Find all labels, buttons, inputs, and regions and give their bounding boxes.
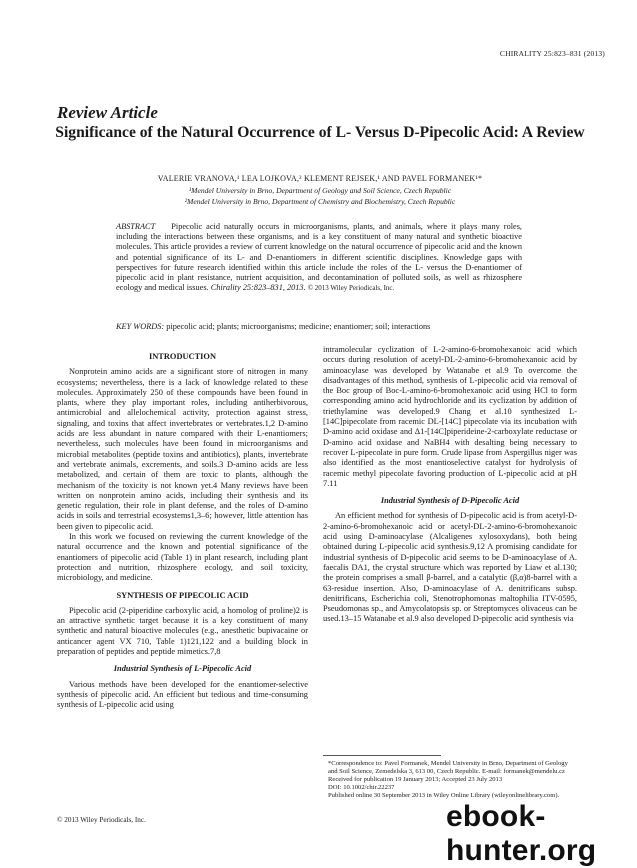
watermark-text: ebook-hunter.org: [446, 800, 597, 867]
left-column: [57, 345, 308, 711]
subsection-heading-d-pipecolic: Industrial Synthesis of D-Pipecolic Acid: [380, 496, 520, 506]
abstract: [116, 222, 522, 293]
authors: VALERIE VRANOVA,¹ LEA LOJKOVA,² KLEMENT REJSEK,¹ AND PAVEL FORMANEK¹*: [157, 174, 483, 183]
article-type: Review Article: [57, 103, 158, 122]
keywords-label: KEY WORDS:: [116, 322, 165, 331]
paragraph: An efficient method for synthesis of D-pipecolic acid is from acetyl-D-2-amino-6-bromohexanoic acid or acetyl-DL-2-amino-6-bromohexanoic acid using D-aminoacylase (Alcaligenes xylosoxydans), both being obtained during L-pipecolic acid synthesis.9,12 A promising candidate for industrial synthesis of D-pipecolic acid seems to be D-aminoacylase of A. faecalis DA1, the crystal structure which was reported by Liaw et al.130; the protein comprises a small β-barrel, and a catalytic (β,α)8-barrel with a 63-residue insertion. Also, D-aminoacylase of A. denitrificans subsp. denitrificans, Escherichia coli, Stenotrophomonas maltophilia ITV-0595, Pseudomonas sp., and Amycolatopsis sp. or Streptomyces olivaceus can be used.13–15 Watanabe et al.9 also developed D-pipecolic acid synthesis via: [323, 511, 577, 624]
footnote-published: Published online 30 September 2013 in Wiley Online Library (wileyonlinelibrary.com).: [328, 792, 560, 799]
keywords-text: pipecolic acid; plants; microorganisms; medicine; enantiomer; soil; interactions: [166, 322, 431, 331]
paragraph: Nonprotein amino acids are a significant store of nitrogen in many ecosystems; nevertheless, there is a lack of knowledge related to these molecules. Approximately 250 of these compounds have been found in plants, where they play important roles, including antiherbivorous, antimicrobial and allelochemical activity, protection against stress, signaling, and toxins that affect invertebrates or vertebrates.1,2 D-amino acids are less abundant in nature compared with their L-enantiomers; nevertheless, such molecules have been found in microorganisms and microbial metabolites (peptide toxins and antibiotics), plants, invertebrate and vertebrate animals, excrements, and soils.3 D-amino acids are less metabolized, and certain of them are toxic to plants, although the mechanism of the toxicity is not known yet.4 Many reviews have been written on nonprotein amino acids, including their synthesis and its genetic regulation, their role in plant defense, and the roles of D-amino acids in soils and terrestrial ecosystems1,3–6; however, little attention has been given to pipecolic acid.: [57, 367, 308, 531]
abstract-copyright: © 2013 Wiley Periodicals, Inc.: [307, 284, 395, 293]
abstract-text: Pipecolic acid naturally occurs in microorganisms, plants, and animals, where it plays many roles, including the interactions between these organisms, and is a key constituent of many natural and synthetic bioactive molecules. This article provides a review of current knowledge on the natural occurrence of pipecolic acid and the known and potential significance of its L- and D-enantiomers in different scientific disciplines. Knowledge gaps with perspectives for future research identified within this article include the roles of the L- versus the D-enantiomer of pipecolic acid in plant resistance, nutrient acquisition, and decontamination of polluted soils, as well as rhizosphere ecology and medical issues.: [116, 222, 523, 293]
right-column: [323, 345, 577, 625]
subsection-heading-l-pipecolic: Industrial Synthesis of L-Pipecolic Acid: [113, 664, 252, 674]
paper-title: Significance of the Natural Occurrence of L- Versus D-Pipecolic Acid: A Review: [55, 124, 585, 141]
affiliation-2: ²Mendel University in Brno, Department of Chemistry and Biochemistry, Czech Republic: [184, 197, 456, 206]
paragraph: In this work we focused on reviewing the current knowledge of the natural occurrence and the known and potential significance of the enantiomers of pipecolic acid (Table 1) in plant research, including plant protection and nutrition, rhizosphere ecology, and soil toxicity, microbiology, and medicine.: [57, 532, 308, 583]
keywords: [116, 322, 522, 331]
abstract-citation: Chirality 25:823–831, 2013.: [210, 283, 306, 293]
abstract-label: ABSTRACT: [116, 222, 156, 231]
footnote-correspondence: *Correspondence to: Pavel Formanek, Mendel University in Brno, Department of Geology and Soil Science, Zemedelska 3, 613 00, Czech Republic. E-mail: formanek@mendelu.cz: [328, 760, 568, 775]
section-heading-introduction: INTRODUCTION: [148, 352, 216, 361]
paragraph: Various methods have been developed for the enantiomer-selective synthesis of pipecolic acid. An efficient but tedious and time-consuming synthesis of L-pipecolic acid using: [57, 679, 308, 710]
footnote-received: Received for publication 19 January 2013; Accepted 23 July 2013: [328, 776, 503, 783]
section-heading-synthesis: SYNTHESIS OF PIPECOLIC ACID: [116, 590, 249, 600]
paragraph: Pipecolic acid (2-piperidine carboxylic acid, a homolog of proline)2 is an attractive synthetic target because it is a key constituent of many synthetic and natural bioactive molecules (e.g., anesthetic bupivacaine or anticancer agent VX 710, Table 1)121,122 and a building block in preparation of peptides and peptide mimetics.7,8: [57, 605, 308, 657]
copyright-footer: © 2013 Wiley Periodicals, Inc.: [57, 816, 146, 824]
footnotes: [328, 760, 576, 800]
footnote-doi: DOI: 10.1002/chir.22237: [328, 784, 395, 791]
affiliation-1: ¹Mendel University in Brno, Department of Geology and Soil Science, Czech Republic: [188, 186, 452, 195]
footnote-divider: [323, 755, 441, 756]
journal-header: CHIRALITY 25:823–831 (2013): [499, 49, 605, 58]
paragraph: intramolecular cyclization of L-2-amino-6-bromohexanoic acid which occurs during resolution of acetyl-DL-2-amino-6-bromohexanoic acid by aminoacylase was developed by Watanabe et al.9 To overcome the disadvantages of this method, synthesis of L-pipecolic acid via removal of the Boc group of Boc-L-amino-6-bromohexanoic acid using HCl to form corresponding amino acid hydrochloride and its cyclization by addition of triethylamine was developed.9 Chang et al.10 synthesized L-[14C]pipecolate from racemic DL-[14C] pipecolate via its incubation with D-amino acid oxidase and Δ1-[14C]piperideine-2-carboxylate reductase or D-amino acid oxidase and NaBH4 with desalting being necessary to recover L-pipecolate in pure form. Crude lipase from Aspergillus niger was also identified as the most enantioselective catalyst for hydrolysis of racemic methyl pipecolate favoring production of L-pipecolic acid at pH 7.11: [323, 345, 577, 488]
